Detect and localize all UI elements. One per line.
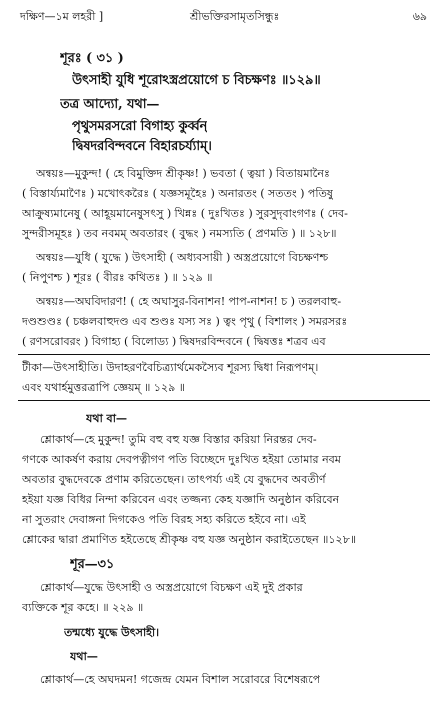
anvaya-line: দণ্ডশুণ্ডঃ ( চঞ্চলবাহুদণ্ড এব শুণ্ডঃ যস্য সঃ ) ত্বং পৃথু ( বিশালং ) সমরসরঃ [22, 315, 348, 328]
section-divider [18, 400, 430, 401]
anvaya-line: ( রণসরোবরং ) বিগাহ্য ( বিলোড্য ) দ্বিষদরবিন্দবনে ( দ্বিষত্তঃ শত্রব এব [22, 335, 326, 348]
section-line: তন্মধ্যে যুদ্ধে উৎসাহী। [64, 625, 160, 639]
anvaya-line: ( নিপুণশ্চ ) শূরঃ ( বীরঃ কথিতঃ ) ॥ ১২৯ ॥ [22, 271, 213, 284]
translation-line: গণকে আকর্ষণ করায় দেবপত্নীগণ পতি বিচ্ছেদে দুঃখিত হইয়া তোমার নবম [22, 453, 341, 466]
tika-line: টীকা—উৎসাহীতি। উদাহরণবৈচিত্র্যার্থমেকস্যৈব শূরস্য দ্বিধা নিরূপণম্। [22, 361, 319, 374]
verse-intro: তত্র আদ্যো, যথা— [60, 97, 160, 112]
section-title: শূর—৩১ [70, 557, 115, 572]
translation-intro: যথা বা— [86, 411, 127, 425]
translation-line: না সুতরাং দেবাঙ্গনা দিগকেও পতি বিরহ সহ্য করিতে হইবে না। এই [22, 513, 306, 526]
header-book-title: শ্রীভক্তিরসামৃতসিন্ধুঃ [190, 10, 280, 23]
section-line: শ্লোকার্থ—হে অঘদমন! গজেন্দ্র যেমন বিশাল সরোবরে বিশেষরূপে [40, 673, 321, 686]
anvaya-line: আক্রুষ্যমানেষু ( আহূয়মানেষুসৎসু ) খিন্নঃ ( দুঃখিতঃ ) সুরসুদৃবাংগণঃ ( দেব- [22, 207, 348, 220]
section-divider [18, 354, 430, 355]
translation-line: হইয়া যজ্ঞ বিধির নিন্দা করিবেন এবং তজ্জন্য কেহ যজ্ঞাদি অনুষ্ঠান করিবেন [22, 493, 340, 506]
translation-line: শ্লোকের দ্বারা প্রমাণিত হইতেছে শ্রীকৃষ্ণ বহু যজ্ঞ অনুষ্ঠান করাইতেছেন ॥১২৮॥ [22, 533, 357, 546]
header-page-number: ৬৯ [412, 10, 427, 23]
tika-line: এবং যথার্হমুত্তরত্রাপি জ্ঞেয়ম্ ॥ ১২৯ ॥ [22, 381, 185, 394]
shloka-line-1: পৃথুসমরসরো বিগাহ্য কুর্ব্বন্ [72, 119, 208, 134]
anvaya-line: অন্বয়ঃ—যুধি ( যুদ্ধে ) উৎসাহী ( অধ্যবসায়ী ) অস্ত্রপ্রয়োগে বিচক্ষণশ্চ [36, 251, 329, 264]
verse-number-line: শূরঃ ( ৩১ ) [60, 51, 124, 66]
anvaya-line: সুন্দরীসমূহঃ ) তব নবমম্ অবতারং ( বুদ্ধং ) নমস্যতি ( প্রণমতি ) ॥ ১২৮॥ [22, 227, 337, 240]
translation-line: অবতার বুদ্ধদেবকে প্রণাম করিতেছেন। তাৎপর্য্য এই যে বুদ্ধদেব অবতীর্ণ [22, 473, 326, 486]
anvaya-line: ( বিস্তার্য্যমাণৈঃ ) মখোৎকরৈঃ ( যজ্ঞসমূহৈঃ ) অনারতং ( সততং ) পতিষু [22, 187, 333, 200]
shloka-line-2: দ্বিষদরবিন্দবনে বিহারচর্য্যাম্। [72, 139, 212, 154]
section-line: ব্যক্তিকে শূর কহে। ॥ ২২৯ ॥ [22, 601, 144, 614]
section-line: যথা— [70, 649, 98, 663]
verse-definition: উৎসাহী যুধি শূরোঽস্ত্রপ্রয়োগে চ বিচক্ষণঃ ॥১২৯॥ [72, 73, 321, 88]
anvaya-line: অন্বয়ঃ—মুকুন্দ! ( হে বিমুক্তিদ শ্রীকৃষ্ণ! ) ভবতা ( ত্বয়া ) বিতায়মানৈঃ [36, 167, 330, 180]
translation-line: শ্লোকার্থ—হে মুকুন্দ! তুমি বহু বহু যজ্ঞ বিস্তার করিয়া নিরন্তর দেব- [40, 433, 317, 446]
section-line: শ্লোকার্থ—যুদ্ধে উৎসাহী ও অস্ত্রপ্রয়োগে বিচক্ষণ এই দুই প্রকার [40, 581, 303, 594]
header-section-label: দক্ষিণ—১ম লহরী ] [20, 10, 104, 23]
anvaya-line: অন্বয়ঃ—অঘবিদারণ! ( হে অঘাসুর-বিনাশন! পাপ-নাশন! চ ) তরলবাহু- [36, 295, 342, 308]
